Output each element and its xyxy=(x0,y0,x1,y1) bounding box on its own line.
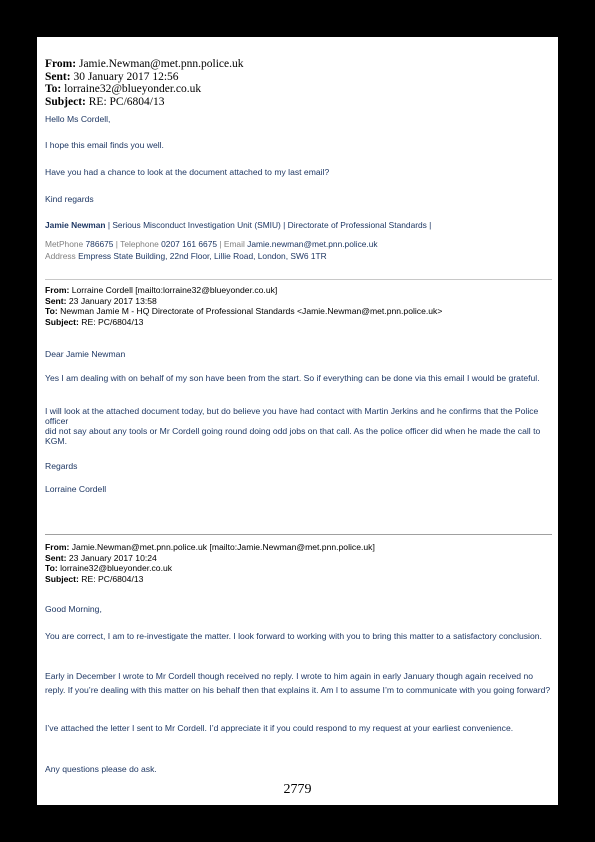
email2-from: Lorraine Cordell [mailto:lorraine32@blueyonder.co.uk] xyxy=(71,285,278,295)
email1-line1: I hope this email finds you well. xyxy=(45,140,164,150)
address-value: Empress State Building, 22nd Floor, Lillie Road, London, SW6 1TR xyxy=(78,251,327,261)
email3-to: lorraine32@blueyonder.co.uk xyxy=(60,563,173,573)
email3-para4: Any questions please do ask. xyxy=(45,764,157,774)
email2-para1: Yes I am dealing with on behalf of my son have been from the start. So if everything can be done via this email I would be grateful. xyxy=(45,373,540,383)
from-label: From: xyxy=(45,285,70,295)
sent-label: Sent: xyxy=(45,70,71,83)
email1-contact-line xyxy=(45,239,552,250)
email2-to: Newman Jamie M - HQ Directorate of Professional Standards <Jamie.Newman@met.pnn.police.uk> xyxy=(60,306,443,316)
email2-para2-line1: I will look at the attached document today, but do believe you have had contact with Martin Jerkins and he confirms that the Police officer xyxy=(45,406,539,426)
subject-label: Subject: xyxy=(45,573,79,584)
address-label: Address xyxy=(45,251,76,261)
telephone-label: | Telephone xyxy=(115,239,159,249)
email3-sent: 23 January 2017 10:24 xyxy=(68,552,157,563)
metphone-label: MetPhone xyxy=(45,239,84,249)
email2-subject: RE: PC/6804/13 xyxy=(81,316,144,327)
email1-signature-line xyxy=(45,220,552,231)
email2-name: Lorraine Cordell xyxy=(45,484,107,494)
document-page xyxy=(37,37,558,805)
email1-header xyxy=(45,58,552,108)
email3-para1: You are correct, I am to re-investigate the matter. I look forward to working with you to bring this matter to a satisfactory conclusion. xyxy=(45,631,542,641)
email1-from: Jamie.Newman@met.pnn.police.uk xyxy=(78,58,244,70)
email2-greeting: Dear Jamie Newman xyxy=(45,349,126,359)
signature-dept: | Serious Misconduct Investigation Unit (SMIU) | Directorate of Professional Standards | xyxy=(105,220,432,230)
email1-closing: Kind regards xyxy=(45,194,94,204)
from-label: From: xyxy=(45,58,77,70)
telephone-value: 0207 161 6675 xyxy=(161,239,218,249)
email3-para3: I’ve attached the letter I sent to Mr Cordell. I’d appreciate it if you could respond to my request at your earliest convenience. xyxy=(45,723,514,733)
email1-greeting: Hello Ms Cordell, xyxy=(45,114,111,124)
sent-label: Sent: xyxy=(45,552,67,563)
email1-line2: Have you had a chance to look at the document attached to my last email? xyxy=(45,167,330,177)
sent-label: Sent: xyxy=(45,295,67,306)
metphone-value: 786675 xyxy=(85,239,114,249)
signature-name: Jamie Newman xyxy=(45,220,106,230)
email2-sent: 23 January 2017 13:58 xyxy=(68,295,157,306)
email1-to: lorraine32@blueyonder.co.uk xyxy=(64,83,202,95)
email2-para2-line2: did not say about any tools or Mr Cordell going round doing odd jobs on that call. As the police officer did when he made the call to KGM. xyxy=(45,426,541,446)
email1-address-line xyxy=(45,251,552,262)
email2-para2 xyxy=(45,406,552,446)
to-label: To: xyxy=(45,563,58,573)
to-label: To: xyxy=(45,306,58,316)
divider xyxy=(45,534,552,535)
email3-greeting: Good Morning, xyxy=(45,604,102,614)
subject-label: Subject: xyxy=(45,95,86,108)
email1-sent: 30 January 2017 12:56 xyxy=(73,70,179,83)
email2-regards: Regards xyxy=(45,461,78,471)
email3-from: Jamie.Newman@met.pnn.police.uk [mailto:Jamie.Newman@met.pnn.police.uk] xyxy=(71,542,375,552)
to-label: To: xyxy=(45,83,62,95)
from-label: From: xyxy=(45,542,70,552)
divider xyxy=(45,279,552,280)
subject-label: Subject: xyxy=(45,316,79,327)
email1-subject: RE: PC/6804/13 xyxy=(88,95,165,108)
email3-header xyxy=(45,542,552,584)
page-number: 2779 xyxy=(283,782,312,797)
email3-para2: Early in December I wrote to Mr Cordell though received no reply. I wrote to him again in early January though again received no reply. If you’re dealing with this matter on his behalf then that explains it. Am I to assume I’m to communicate with you going forward? xyxy=(45,671,551,695)
email-link[interactable]: Jamie.newman@met.pnn.police.uk xyxy=(247,239,378,249)
email-label: | Email xyxy=(219,239,245,249)
email3-subject: RE: PC/6804/13 xyxy=(81,573,144,584)
email2-header xyxy=(45,285,552,327)
